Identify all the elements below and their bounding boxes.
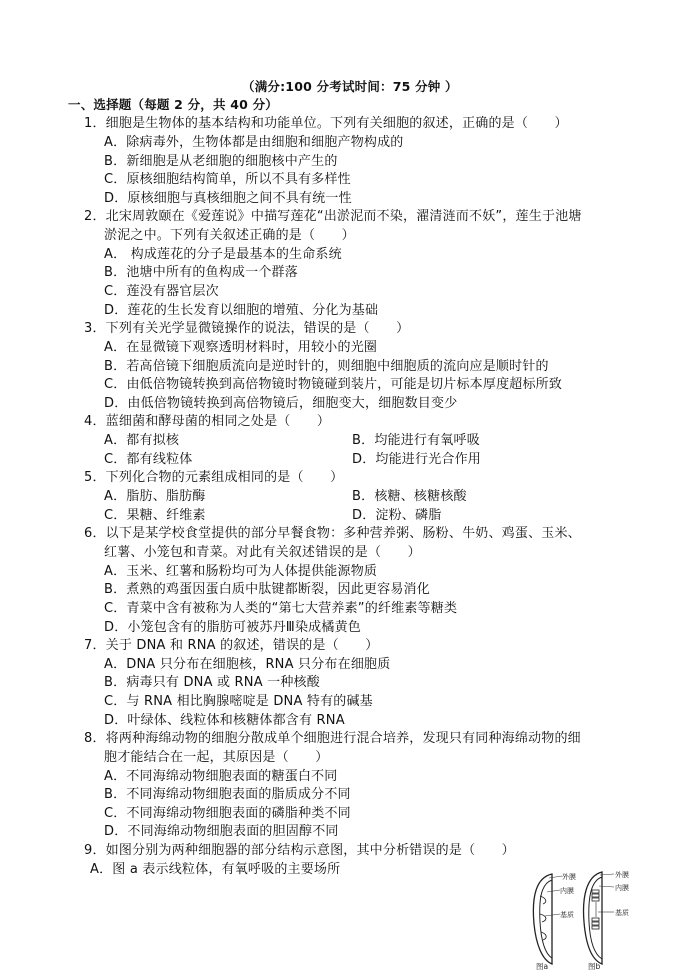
question-6-stem-continued: 红薯、小笼包和青菜。对此有关叙述错误的是（ ） — [104, 545, 421, 560]
question-2-option-c: C．莲没有器官层次 — [104, 284, 219, 299]
question-2-stem: 2．北宋周敦颐在《爱莲说》中描写莲花“出淤泥而不染，濯清涟而不妖”，莲生于池塘 — [84, 209, 582, 224]
figure-b-chloroplast — [584, 872, 614, 964]
question-2-stem-continued: 淤泥之中。下列有关叙述正确的是（ ） — [104, 228, 355, 243]
question-4-option-c: C．都有线粒体 — [104, 452, 193, 467]
question-4-option-a: A．都有拟核 — [104, 433, 180, 448]
question-1-option-c: C．原核细胞结构简单，所以不具有多样性 — [104, 172, 351, 187]
figure-a-matrix-label: 基质 — [560, 911, 574, 919]
question-8-option-b: B．不同海绵动物细胞表面的脂质成分不同 — [104, 787, 351, 802]
question-2-option-d: D．莲花的生长发育以细胞的增殖、分化为基础 — [104, 303, 379, 318]
question-6-option-a: A．玉米、红薯和肠粉均可为人体提供能源物质 — [104, 564, 378, 579]
question-6-option-b: B．煮熟的鸡蛋因蛋白质中肽键都断裂，因此更容易消化 — [104, 582, 430, 597]
question-8-option-c: C．不同海绵动物细胞表面的磷脂种类不同 — [104, 806, 351, 821]
organelle-diagram — [530, 868, 680, 971]
figure-a-inner-membrane-label: 内膜 — [560, 887, 574, 895]
question-2-option-b: B．池塘中所有的鱼构成一个群落 — [104, 265, 298, 280]
exam-header: （满分:100 分考试时间：75 分钟 ） — [242, 79, 458, 94]
question-7-option-c: C．与 RNA 相比胸腺嘧啶是 DNA 特有的碱基 — [104, 694, 373, 709]
question-4-stem: 4．蓝细菌和酵母菌的相同之处是（ ） — [84, 414, 331, 429]
question-6-option-c: C．青菜中含有被称为人类的“第七大营养素”的纤维素等糖类 — [104, 601, 458, 616]
question-5-option-c: C．果糖、纤维素 — [104, 508, 206, 523]
question-3-option-c: C．由低倍物镜转换到高倍物镜时物镜碰到装片，可能是切片标本厚度超标所致 — [104, 377, 563, 392]
question-8-option-a: A．不同海绵动物细胞表面的糖蛋白不同 — [104, 769, 338, 784]
question-4-option-b: B．均能进行有氧呼吸 — [352, 433, 480, 448]
question-1-option-d: D．原核细胞与真核细胞之间不具有统一性 — [104, 191, 352, 206]
question-7-option-a: A．DNA 只分布在细胞核，RNA 只分布在细胞质 — [104, 657, 391, 672]
figure-a-outer-membrane-label: 外膜 — [562, 873, 576, 881]
question-9-option-a: A．图 a 表示线粒体，有氧呼吸的主要场所 — [90, 862, 341, 877]
figure-b-stroma-label: 基质 — [615, 909, 629, 917]
question-2-option-a: A． 构成莲花的分子是最基本的生命系统 — [104, 247, 342, 262]
question-5-option-d: D．淀粉、磷脂 — [352, 508, 442, 523]
figure-b-outer-membrane-label: 外膜 — [615, 871, 629, 879]
question-6-option-d: D．小笼包含有的脂肪可被苏丹Ⅲ染成橘黄色 — [104, 620, 361, 635]
figure-b-caption: 图b — [588, 962, 601, 971]
figure-b-inner-membrane-label: 内膜 — [615, 884, 629, 892]
question-5-option-b: B．核糖、核糖核酸 — [352, 489, 467, 504]
question-7-option-d: D．叶绿体、线粒体和核糖体都含有 RNA — [104, 713, 345, 728]
question-8-stem: 8．将两种海绵动物的细胞分散成单个细胞进行混合培养，发现只有同种海绵动物的细 — [84, 731, 581, 746]
question-3-option-b: B．若高倍镜下细胞质流向是逆时针的，则细胞中细胞质的流向应是顺时针的 — [104, 359, 549, 374]
question-5-option-a: A．脂肪、脂肪酶 — [104, 489, 206, 504]
question-9-stem: 9．如图分别为两种细胞器的部分结构示意图，其中分析错误的是（ ） — [84, 843, 515, 858]
question-3-stem: 3．下列有关光学显微镜操作的说法，错误的是（ ） — [84, 321, 410, 336]
question-8-stem-continued: 胞才能结合在一起，其原因是（ ） — [104, 750, 329, 765]
question-6-stem: 6．以下是某学校食堂提供的部分早餐食物：多种营养粥、肠粉、牛奶、鸡蛋、玉米、 — [84, 526, 581, 541]
question-1-option-b: B．新细胞是从老细胞的细胞核中产生的 — [104, 154, 338, 169]
section-title: 一、选择题（每题 2 分，共 40 分） — [68, 97, 279, 112]
question-1-stem: 1．细胞是生物体的基本结构和功能单位。下列有关细胞的叙述，正确的是（ ） — [84, 116, 568, 131]
question-8-option-d: D．不同海绵动物细胞表面的胆固醇不同 — [104, 824, 339, 839]
figure-a-mitochondrion — [533, 874, 562, 964]
question-5-stem: 5．下列化合物的元素组成相同的是（ ） — [84, 470, 344, 485]
question-7-option-b: B．病毒只有 DNA 或 RNA 一种核酸 — [104, 675, 320, 690]
figure-a-caption: 图a — [536, 962, 549, 971]
question-3-option-a: A．在显微镜下观察透明材料时，用较小的光圈 — [104, 340, 378, 355]
question-4-option-d: D．均能进行光合作用 — [352, 452, 482, 467]
question-1-option-a: A．除病毒外，生物体都是由细胞和细胞产物构成的 — [104, 135, 404, 150]
question-7-stem: 7．关于 DNA 和 RNA 的叙述，错误的是（ ） — [84, 638, 379, 653]
question-3-option-d: D．由低倍物镜转换到高倍物镜后，细胞变大，细胞数目变少 — [104, 396, 458, 411]
